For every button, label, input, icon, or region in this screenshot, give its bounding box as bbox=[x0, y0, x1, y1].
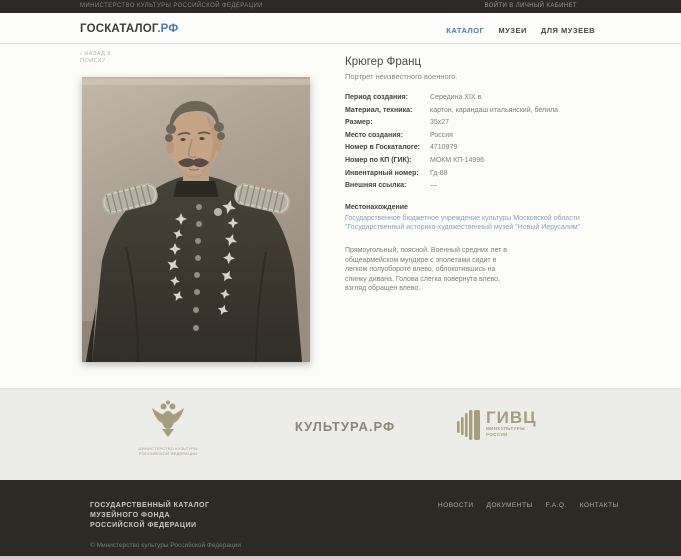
nav-museums[interactable]: МУЗЕИ bbox=[498, 26, 527, 35]
artwork-description: Прямоугольный, поясной. Военный средних лет в общеармейском мундире с эполетами сидит в легком полуобороте влево, облокотившись на спинку дивана. Голова слегка повернута влево, взгляд обращен влево. bbox=[345, 247, 507, 293]
footer-link-contacts[interactable]: КОНТАКТЫ bbox=[579, 502, 619, 509]
givc-caption-line2: РОССИИ bbox=[486, 431, 508, 437]
ministry-eagle-icon bbox=[150, 399, 186, 439]
login-link[interactable]: ВОЙТИ В ЛИЧНЫЙ КАБИНЕТ bbox=[484, 3, 577, 9]
footer-title-line2: МУЗЕЙНОГО ФОНДА bbox=[90, 512, 171, 519]
ministry-caption-line2: РОССИЙСКОЙ ФЕДЕРАЦИИ bbox=[138, 451, 198, 456]
givc-label: ГИВЦ bbox=[486, 408, 537, 427]
field-value: МОКМ КП-14996 bbox=[430, 156, 485, 164]
artwork-image[interactable] bbox=[82, 77, 310, 362]
portrait-drawing bbox=[82, 77, 310, 362]
footer-link-news[interactable]: НОВОСТИ bbox=[438, 502, 474, 509]
field-value: Россия bbox=[430, 131, 453, 139]
site-footer bbox=[0, 480, 681, 559]
top-bar bbox=[0, 0, 681, 13]
field-value: 4710979 bbox=[430, 144, 458, 152]
footer-title-line3: РОССИЙСКОЙ ФЕДЕРАЦИИ bbox=[90, 522, 197, 529]
footer-title-line1: ГОСУДАРСТВЕННЫЙ КАТАЛОГ bbox=[90, 502, 210, 509]
field-inventory-number bbox=[345, 170, 645, 183]
footer-nav bbox=[438, 502, 619, 509]
ministry-caption-line1: МИНИСТЕРСТВО КУЛЬТУРЫ bbox=[138, 446, 198, 451]
main-nav bbox=[446, 26, 595, 35]
field-size bbox=[345, 119, 645, 132]
field-label: Место создания: bbox=[345, 131, 403, 139]
field-value: картон, карандаш итальянский, белила bbox=[430, 106, 559, 114]
field-label: Внешняя ссылка: bbox=[345, 182, 407, 190]
site-header bbox=[0, 13, 681, 44]
back-link-line2: ПОИСКУ bbox=[80, 58, 106, 64]
logo-suffix-text: .РФ bbox=[157, 23, 179, 35]
ministry-label: МИНИСТЕРСТВО КУЛЬТУРЫ РОССИЙСКОЙ ФЕДЕРАЦИИ bbox=[80, 3, 263, 9]
back-arrow-icon: ‹ bbox=[80, 51, 83, 57]
footer-link-documents[interactable]: ДОКУМЕНТЫ bbox=[486, 502, 533, 509]
site-logo[interactable] bbox=[80, 23, 178, 35]
copyright-text: © Министерство культуры Российской Федерации bbox=[90, 542, 241, 549]
field-value: Гд-88 bbox=[430, 169, 448, 177]
nav-for-museums[interactable]: ДЛЯ МУЗЕЕВ bbox=[540, 26, 595, 35]
back-link-line1: НАЗАД К bbox=[84, 51, 112, 57]
field-value: 35х27 bbox=[430, 119, 450, 127]
field-goskatalog-number bbox=[345, 144, 645, 157]
field-value: Середина XIX в. bbox=[430, 94, 484, 101]
location-header: Местонахождение bbox=[345, 204, 408, 211]
artwork-name: Портрет неизвестного военного. bbox=[345, 72, 458, 81]
footer-title bbox=[90, 501, 209, 531]
logo-main-text: ГОСКАТАЛОГ bbox=[80, 23, 158, 35]
partner-band bbox=[0, 388, 681, 480]
back-to-search-link[interactable] bbox=[80, 51, 111, 65]
attribute-list bbox=[345, 94, 645, 195]
field-label: Инвентарный номер: bbox=[345, 169, 419, 177]
field-place bbox=[345, 132, 645, 145]
field-label: Период создания: bbox=[345, 94, 408, 101]
nav-catalog[interactable]: КАТАЛОГ bbox=[446, 26, 485, 35]
ministry-logo-link[interactable] bbox=[128, 399, 208, 456]
field-material bbox=[345, 107, 645, 120]
field-external-link bbox=[345, 182, 645, 195]
field-label: Материал, техника: bbox=[345, 106, 413, 114]
field-label: Номер в Госкаталоге: bbox=[345, 144, 420, 152]
givc-bars-icon bbox=[457, 409, 481, 441]
artwork-author-title: Крюгер Франц bbox=[345, 56, 422, 68]
field-label: Размер: bbox=[345, 119, 373, 127]
field-kp-number bbox=[345, 157, 645, 170]
givc-caption-line1: МИНКУЛЬТУРЫ bbox=[486, 426, 526, 431]
givc-logo-link[interactable] bbox=[457, 409, 537, 441]
field-period bbox=[345, 94, 645, 107]
museum-link[interactable]: Государственное бюджетное учреждение культуры Московской области "Государственный историко-художественный музей "Новый Иерусалим" bbox=[345, 215, 581, 231]
field-value: — bbox=[430, 182, 437, 190]
footer-link-faq[interactable]: F.A.Q. bbox=[545, 502, 567, 509]
kultura-rf-logo-link[interactable]: КУЛЬТУРА.РФ bbox=[294, 419, 396, 434]
field-label: Номер по КП (ГИК): bbox=[345, 156, 412, 164]
